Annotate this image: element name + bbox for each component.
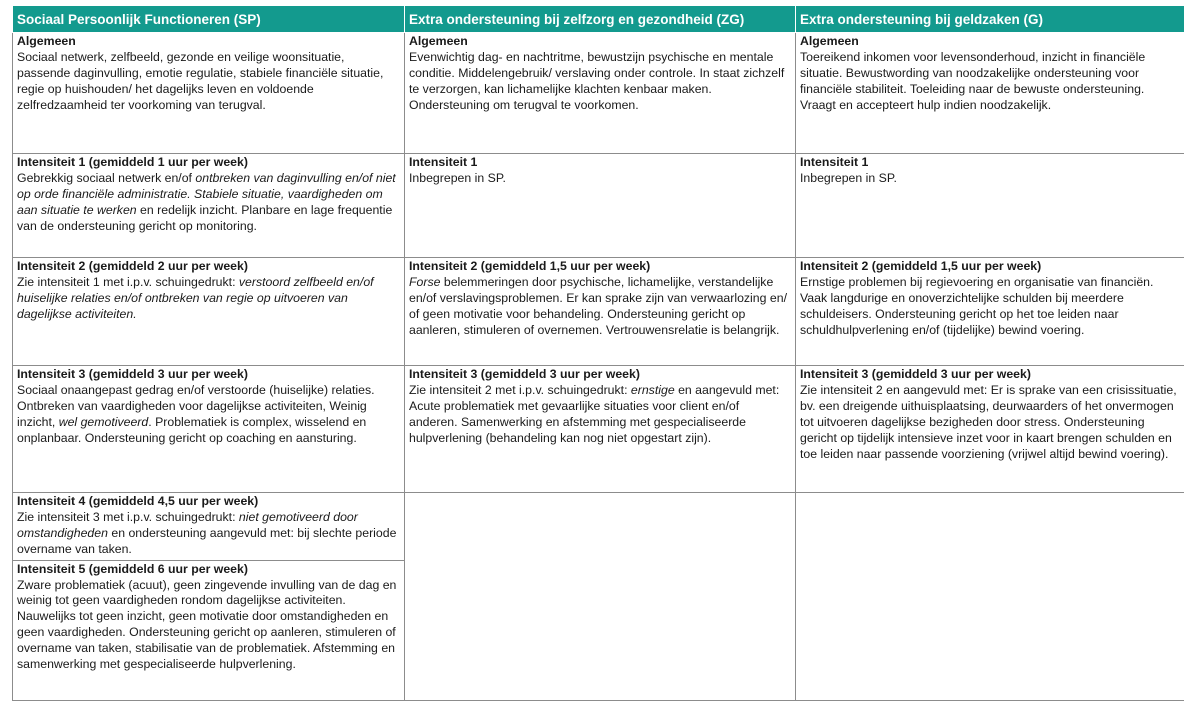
- cell-text: Sociaal onaangepast gedrag en/of verstoorde (huiselijke) relaties. Ontbreken van vaardigheden voor dagelijkse activiteiten, Weinig inzicht,: [17, 383, 375, 429]
- row-intensiteit-2: [13, 258, 1184, 366]
- row-intensiteit-3: [13, 366, 1184, 493]
- row-intensiteit-1: [13, 154, 1184, 258]
- cell-title: Intensiteit 2 (gemiddeld 2 uur per week): [17, 259, 400, 275]
- cell-title: Intensiteit 3 (gemiddeld 3 uur per week): [800, 367, 1180, 383]
- cell-title: Algemeen: [800, 34, 1180, 50]
- row-algemeen: [13, 33, 1184, 154]
- cell-title: Algemeen: [409, 34, 791, 50]
- cell-title: Intensiteit 4 (gemiddeld 4,5 uur per week): [17, 494, 400, 510]
- cell-int2-sp: [13, 258, 405, 366]
- cell-int1-zg: [405, 154, 796, 258]
- cell-int3-g: [796, 366, 1184, 493]
- cell-text: belemmeringen door psychische, lichamelijke, verstandelijke en/of verslavingsproblemen. Er kan sprake zijn van verwaarlozing en/ of geen motivatie voor behandeling. Ondersteuning gericht op aanleren, stimuleren of overnemen. Vertrouwensrelatie is belangrijk.: [409, 275, 787, 337]
- cell-text: Zie intensiteit 1 met i.p.v. schuingedrukt:: [17, 275, 239, 289]
- cell-empty-zg: [405, 493, 796, 701]
- cell-text: Inbegrepen in SP.: [800, 171, 897, 185]
- cell-text: Sociaal netwerk, zelfbeeld, gezonde en veilige woonsituatie, passende daginvulling, emotie regulatie, stabiele financiële situatie, regie op huishouden/ het dagelijks leven en voldoende zelfredzaamheid ter voorkoming van terugval.: [17, 50, 383, 112]
- cell-title: Intensiteit 1 (gemiddeld 1 uur per week): [17, 155, 400, 171]
- cell-text: Zie intensiteit 2 en aangevuld met: Er is sprake van een crisissituatie, bv. een dreigende uithuisplaatsing, deurwaarders of het onvermogen tot uitvoeren dagelijkse bezigheden door stress. Ondersteuning gericht op tijdelijk intensieve inzet voor in kaart brengen schulden en toe leiden naar passende voorziening (vrijwel altijd bewind voering).: [800, 383, 1177, 461]
- cell-algemeen-sp: [13, 33, 405, 154]
- cell-int2-zg: [405, 258, 796, 366]
- cell-int3-zg: [405, 366, 796, 493]
- cell-text: Zware problematiek (acuut), geen zingevende invulling van de dag en weinig tot geen vaardigheden rondom dagelijkse activiteiten. Nauwelijks tot geen inzicht, geen motivatie door omstandigheden en geen vaardigheden. Ondersteuning gericht op aanleren, stimuleren of overname van taken, stabilisatie van de problematiek. Afstemming en samenwerking met gespecialiseerde hulpverlening.: [17, 578, 396, 672]
- cell-int5-sp: [13, 560, 405, 700]
- intensity-table: [12, 5, 1184, 701]
- cell-int4-sp: [13, 493, 405, 561]
- cell-algemeen-g: [796, 33, 1184, 154]
- cell-text: Evenwichtig dag- en nachtritme, bewustzijn psychische en mentale conditie. Middelengebruik/ verslaving onder controle. In staat zichzelf te verzorgen, kan lichamelijke klachten kenbaar maken. Ondersteuning om terugval te voorkomen.: [409, 50, 784, 112]
- header-row: [13, 6, 1184, 33]
- cell-title: Algemeen: [17, 34, 400, 50]
- header-zg: Extra ondersteuning bij zelfzorg en gezondheid (ZG): [405, 6, 796, 33]
- cell-text-italic: ontbreken van daginvulling en/of niet op orde financiële administratie. Stabiele situatie, vaardigheden om aan situatie te werken: [17, 171, 396, 217]
- cell-text: Ernstige problemen bij regievoering en organisatie van financiën. Vaak langdurige en onoverzichtelijke schulden bij meerdere schuldeisers. Ondersteuning gericht op het toe leiden naar schuldhulpverlening en/of (tijdelijke) bewind voering.: [800, 275, 1153, 337]
- cell-int1-sp: [13, 154, 405, 258]
- cell-int3-sp: [13, 366, 405, 493]
- cell-int1-g: [796, 154, 1184, 258]
- cell-text: . Problematiek is complex, wisselend en onplanbaar. Ondersteuning gericht op coaching en aansturing.: [17, 415, 366, 445]
- cell-text-italic: Forse: [409, 275, 440, 289]
- cell-int2-g: [796, 258, 1184, 366]
- cell-title: Intensiteit 1: [800, 155, 1180, 171]
- cell-title: Intensiteit 2 (gemiddeld 1,5 uur per week): [800, 259, 1180, 275]
- cell-text-italic: niet gemotiveerd door omstandigheden: [17, 510, 358, 540]
- header-sp: Sociaal Persoonlijk Functioneren (SP): [13, 6, 405, 33]
- cell-text: en redelijk inzicht. Planbare en lage frequentie van de ondersteuning gericht op monitoring.: [17, 203, 392, 233]
- cell-text: Gebrekkig sociaal netwerk en/of: [17, 171, 195, 185]
- row-intensiteit-4: [13, 493, 1184, 561]
- cell-title: Intensiteit 2 (gemiddeld 1,5 uur per week): [409, 259, 791, 275]
- cell-title: Intensiteit 5 (gemiddeld 6 uur per week): [17, 562, 400, 578]
- cell-empty-g: [796, 493, 1184, 701]
- cell-text: Zie intensiteit 3 met i.p.v. schuingedrukt:: [17, 510, 239, 524]
- cell-text-italic: wel gemotiveerd: [59, 415, 149, 429]
- cell-text: Zie intensiteit 2 met i.p.v. schuingedrukt:: [409, 383, 631, 397]
- cell-algemeen-zg: [405, 33, 796, 154]
- cell-text: Toereikend inkomen voor levensonderhoud, inzicht in financiële situatie. Bewustwording van noodzakelijke ondersteuning voor financiële stabiliteit. Toeleiding naar de bewuste ondersteuning. Vraagt en accepteert hulp indien noodzakelijk.: [800, 50, 1145, 112]
- cell-text: en ondersteuning aangevuld met: bij slechte periode overname van taken.: [17, 526, 396, 556]
- cell-text: en aangevuld met: Acute problematiek met gevaarlijke situaties voor client en/of anderen. Samenwerking en afstemming met gespecialiseerde hulpverlening (behandeling kan nog niet opgestart zijn).: [409, 383, 779, 445]
- cell-text: Inbegrepen in SP.: [409, 171, 506, 185]
- cell-title: Intensiteit 3 (gemiddeld 3 uur per week): [17, 367, 400, 383]
- header-g: Extra ondersteuning bij geldzaken (G): [796, 6, 1184, 33]
- cell-title: Intensiteit 1: [409, 155, 791, 171]
- cell-text-italic: verstoord zelfbeeld en/of huiselijke relaties en/of ontbreken van regie op uitvoeren van dagelijkse activiteiten.: [17, 275, 374, 321]
- cell-title: Intensiteit 3 (gemiddeld 3 uur per week): [409, 367, 791, 383]
- cell-text-italic: ernstige: [631, 383, 675, 397]
